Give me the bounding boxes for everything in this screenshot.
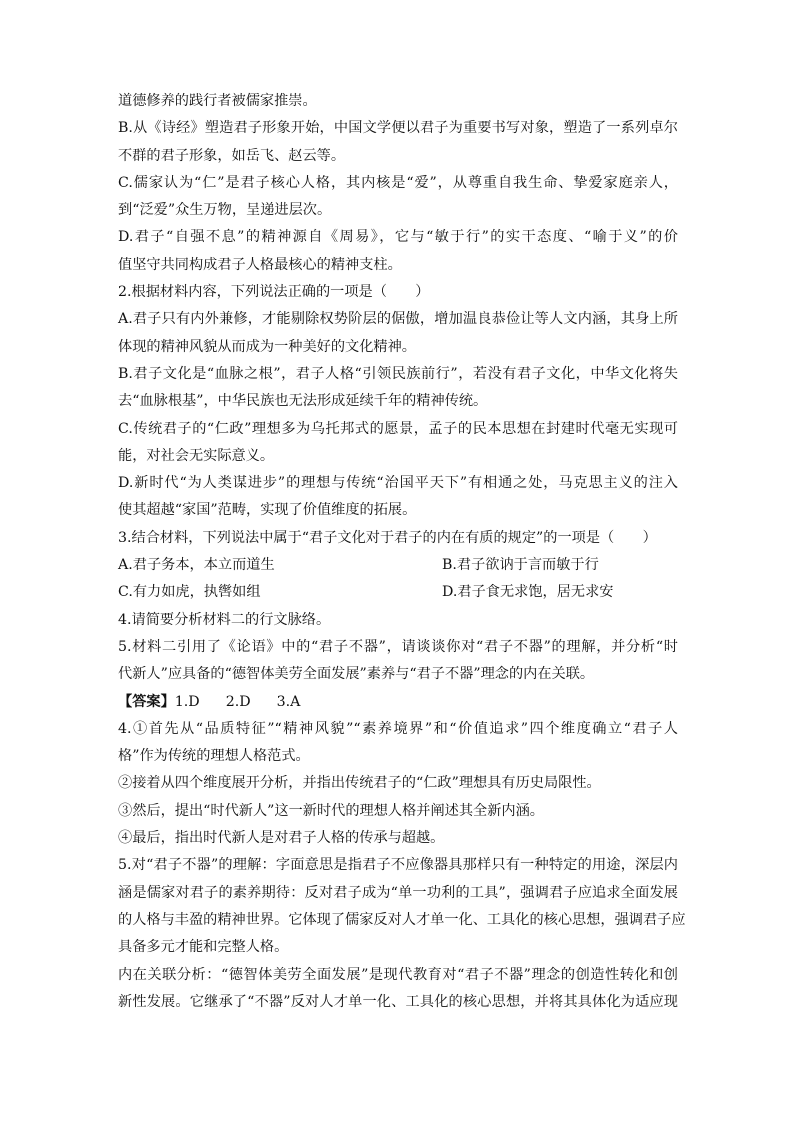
- text-block-2: [118, 607, 678, 689]
- answer-label: 【答案】: [118, 693, 175, 710]
- answer-5-line: 具备多元才能和完整人格。: [118, 939, 289, 956]
- option-row: [118, 552, 678, 579]
- answer-5-line: 的人格与丰盈的精神世界。它体现了儒家反对人才单一化、工具化的核心思想，强调君子应: [118, 911, 686, 928]
- document-page: [118, 88, 686, 1016]
- question-3-options: [118, 552, 678, 607]
- text-line: B.君子文化是“血脉之根”，君子人格“引领民族前行”，若没有君子文化，中华文化将失: [118, 365, 678, 382]
- answer-2: 2.D: [225, 693, 251, 710]
- text-line: 值坚守共同构成君子人格最核心的精神支柱。: [118, 256, 402, 273]
- answer-4-line: 格”作为传统的理想人格范式。: [118, 748, 310, 765]
- text-block-3: [118, 716, 686, 1016]
- answer-4-line: ②接着从四个维度展开分析，并指出传统君子的“仁政”理想具有历史局限性。: [118, 775, 601, 792]
- text-line: 代新人”应具备的“德智体美劳全面发展”素养与“君子不器”理念的内在关联。: [118, 666, 595, 683]
- text-line: B.从《诗经》塑造君子形象开始，中国文学便以君子为重要书写对象，塑造了一系列卓尔: [118, 120, 678, 137]
- text-block-1: [118, 88, 678, 552]
- option-a: A.君子务本，本立而道生: [118, 557, 275, 574]
- question-2-stem: 2.根据材料内容，下列说法正确的一项是（ ）: [118, 284, 430, 301]
- answer-line: [118, 689, 678, 716]
- text-line: D.新时代“为人类谋进步”的理想与传统“治国平天下”有相通之处，马克思主义的注入: [118, 475, 678, 492]
- text-line: C.儒家认为“仁”是君子核心人格，其内核是“爱”，从尊重自我生命、挚爱家庭亲人，: [118, 174, 678, 191]
- text-line: D.君子“自强不息”的精神源自《周易》，它与“敏于行”的实干态度、“喻于义”的价: [118, 229, 678, 246]
- answer-4-line: ④最后，指出时代新人是对君子人格的传承与超越。: [118, 830, 445, 847]
- text-line: 不群的君子形象，如岳飞、赵云等。: [118, 147, 346, 164]
- answer-1: 1.D: [174, 693, 200, 710]
- answer-5-line: 内在关联分析：“德智体美劳全面发展”是现代教育对“君子不器”理念的创造性转化和创: [118, 966, 678, 983]
- text-line: A.君子只有内外兼修，才能剔除权势阶层的倨傲，增加温良恭俭让等人文内涵，其身上所: [118, 311, 678, 328]
- question-4-stem: 4.请简要分析材料二的行文脉络。: [118, 611, 331, 628]
- option-c: C.有力如虎，执辔如组: [118, 584, 261, 601]
- answer-5-line: 新性发展。它继承了“不器”反对人才单一化、工具化的核心思想，并将其具体化为适应现: [118, 993, 678, 1010]
- text-line: 能，对社会无实际意义。: [118, 447, 275, 464]
- answer-4-line: ③然后，提出“时代新人”这一新时代的理想人格并阐述其全新内涵。: [118, 802, 544, 819]
- text-line: 到“泛爱”众生万物，呈递进层次。: [118, 202, 332, 219]
- text-line: 使其超越“家国”范畴，实现了价值维度的拓展。: [118, 502, 417, 519]
- option-row: [118, 579, 678, 606]
- answer-3: 3.A: [276, 693, 301, 710]
- question-5-stem: 5.材料二引用了《论语》中的“君子不器”，请谈谈你对“君子不器”的理解，并分析“时: [118, 638, 678, 655]
- text-line: 道德修养的践行者被儒家推崇。: [118, 93, 317, 109]
- option-b: B.君子欲讷于言而敏于行: [442, 557, 599, 574]
- answer-5-line: 涵是儒家对君子的素养期待：反对君子成为“单一功利的工具”，强调君子应追求全面发展: [118, 884, 678, 901]
- option-d: D.君子食无求饱，居无求安: [442, 584, 614, 601]
- text-line: 体现的精神风貌从而成为一种美好的文化精神。: [118, 338, 416, 355]
- answer-4-line: 4.①首先从“品质特征”“精神风貌”“素养境界”和“价值追求”四个维度确立“君子人: [118, 720, 678, 737]
- answer-5-line: 5.对“君子不器”的理解：字面意思是指君子不应像器具那样只有一种特定的用途，深层内: [118, 857, 678, 874]
- text-line: 去“血脉根基”，中华民族也无法形成延续千年的精神传统。: [118, 393, 488, 410]
- text-line: C.传统君子的“仁政”理想多为乌托邦式的愿景，孟子的民本思想在封建时代毫无实现可: [118, 420, 678, 437]
- question-3-stem: 3.结合材料，下列说法中属于“君子文化对于君子的内在有质的规定”的一项是（ ）: [118, 529, 657, 546]
